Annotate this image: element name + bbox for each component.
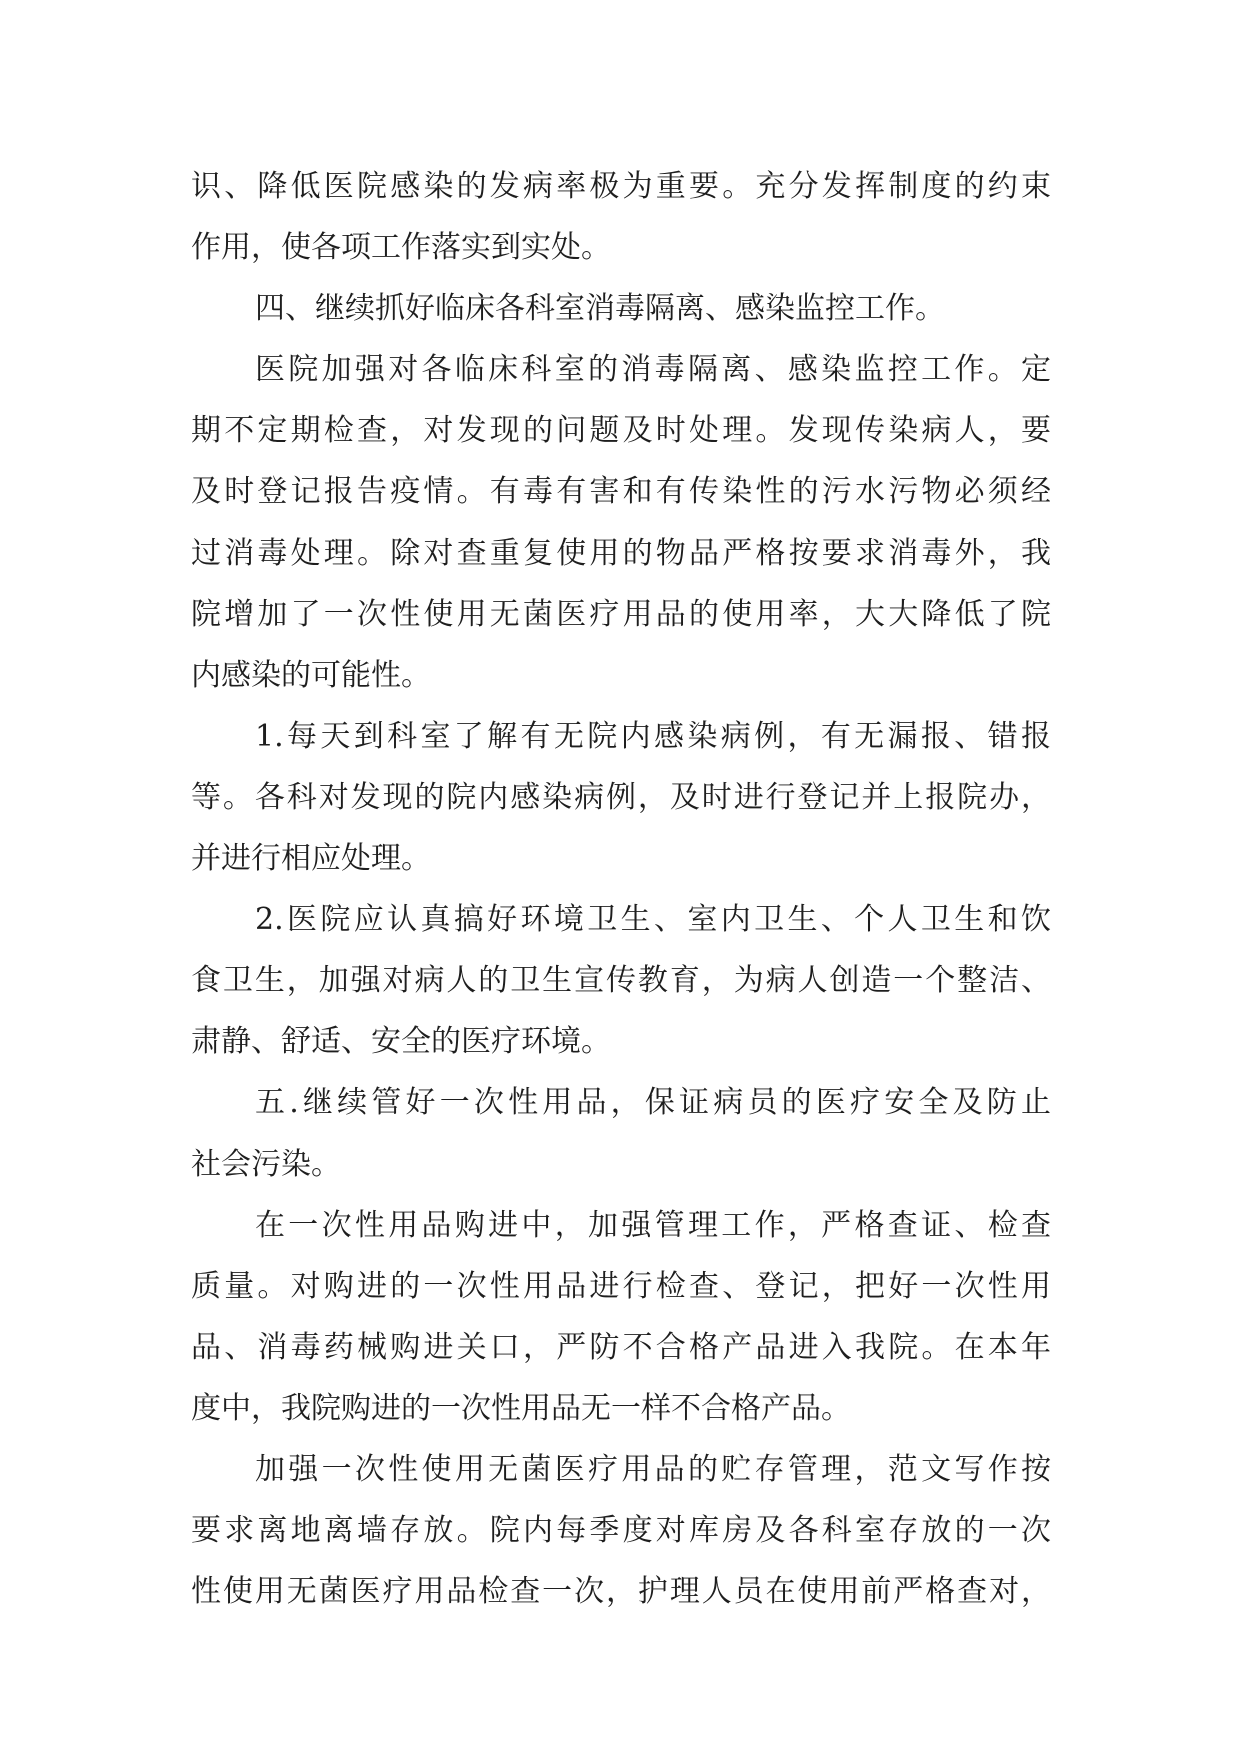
text-line: 度中，我院购进的一次性用品无一样不合格产品。 [191, 1390, 851, 1426]
text-line: 院增加了一次性使用无菌医疗用品的使用率，大大降低了院 [191, 596, 1051, 632]
list-item: 1.每天到科室了解有无院内感染病例，有无漏报、错报 [255, 718, 1051, 754]
text-line: 品、消毒药械购进关口，严防不合格产品进入我院。在本年 [191, 1329, 1051, 1365]
text-line: 并进行相应处理。 [191, 841, 431, 877]
text-line: 期不定期检查，对发现的问题及时处理。发现传染病人，要 [191, 413, 1051, 449]
text-line: 质量。对购进的一次性用品进行检查、登记，把好一次性用 [191, 1268, 1051, 1304]
text-line: 及时登记报告疫情。有毒有害和有传染性的污水污物必须经 [191, 474, 1051, 510]
text-line: 作用，使各项工作落实到实处。 [191, 230, 611, 266]
text-line: 内感染的可能性。 [191, 657, 431, 693]
section-heading: 四、继续抓好临床各科室消毒隔离、感染监控工作。 [255, 291, 945, 327]
text-line: 医院加强对各临床科室的消毒隔离、感染监控工作。定 [255, 352, 1051, 388]
text-line: 等。各科对发现的院内感染病例，及时进行登记并上报院办， [191, 779, 1051, 815]
text-line: 识、降低医院感染的发病率极为重要。充分发挥制度的约束 [191, 169, 1051, 204]
text-line: 在一次性用品购进中，加强管理工作，严格查证、检查 [255, 1207, 1051, 1243]
text-line: 要求离地离墙存放。院内每季度对库房及各科室存放的一次 [191, 1513, 1051, 1549]
section-heading: 五.继续管好一次性用品，保证病员的医疗安全及防止 [255, 1085, 1051, 1121]
document-body [191, 156, 1051, 1622]
text-line: 加强一次性使用无菌医疗用品的贮存管理，范文写作按 [255, 1451, 1051, 1487]
text-line: 社会污染。 [191, 1146, 341, 1182]
text-line: 过消毒处理。除对查重复使用的物品严格按要求消毒外，我 [191, 535, 1051, 571]
text-line: 肃静、舒适、安全的医疗环境。 [191, 1024, 611, 1060]
list-item: 2.医院应认真搞好环境卫生、室内卫生、个人卫生和饮 [255, 902, 1051, 938]
text-line: 食卫生，加强对病人的卫生宣传教育，为病人创造一个整洁、 [191, 963, 1051, 999]
text-line: 性使用无菌医疗用品检查一次，护理人员在使用前严格查对， [191, 1574, 1051, 1610]
